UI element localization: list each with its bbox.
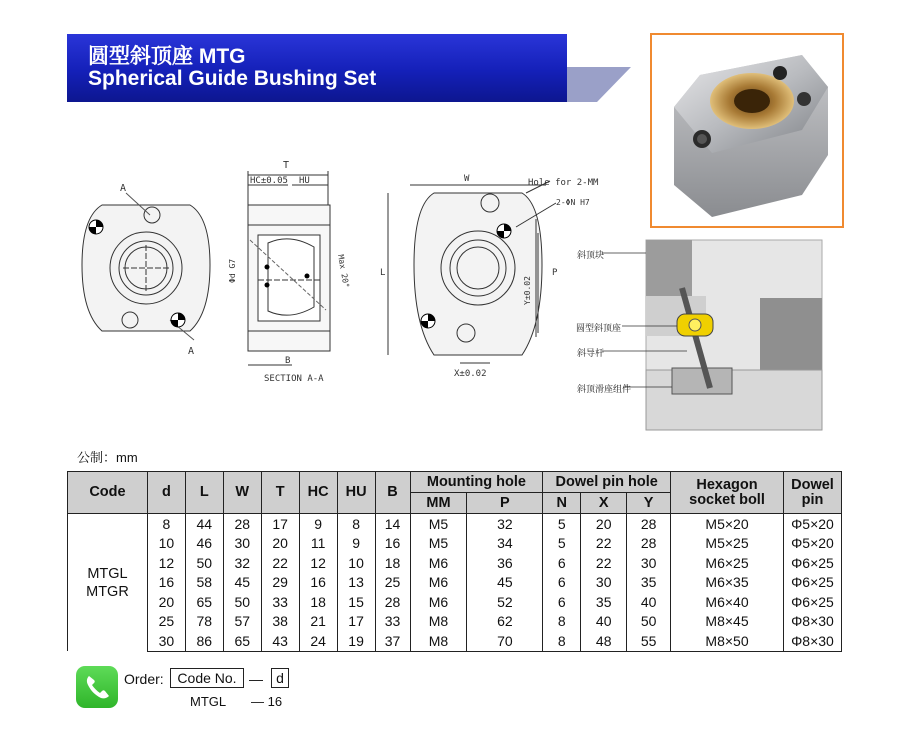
- order-dash: —: [249, 671, 263, 687]
- table-row: [68, 612, 842, 632]
- cell: 18: [375, 553, 410, 573]
- cell: 8: [337, 514, 375, 534]
- cell: Φ8×30: [783, 631, 841, 651]
- cell: 32: [467, 514, 543, 534]
- cell: 6: [543, 553, 581, 573]
- cell: 13: [337, 573, 375, 593]
- cell: M5: [410, 534, 467, 554]
- cell: M6: [410, 573, 467, 593]
- col-header-d: d: [147, 472, 185, 514]
- cell: 86: [185, 631, 223, 651]
- cell: 5: [543, 534, 581, 554]
- cell: M6×25: [671, 553, 784, 573]
- cell: 65: [185, 592, 223, 612]
- cell: 28: [375, 592, 410, 612]
- cell: M6×40: [671, 592, 784, 612]
- phone-icon[interactable]: [76, 666, 118, 708]
- cell: Φ6×25: [783, 592, 841, 612]
- cell: M6×35: [671, 573, 784, 593]
- cell: 45: [223, 573, 261, 593]
- cell: M8×45: [671, 612, 784, 632]
- col-header-n: N: [543, 493, 581, 514]
- cell: 40: [581, 612, 627, 632]
- dim-d: Φd G7: [228, 258, 237, 283]
- order-label: Order:: [124, 671, 164, 687]
- dim-b: B: [285, 356, 291, 366]
- cell: 21: [299, 612, 337, 632]
- cell: M5×20: [671, 514, 784, 534]
- col-header-y: Y: [627, 493, 671, 514]
- cell: M5×25: [671, 534, 784, 554]
- cell: 5: [543, 514, 581, 534]
- cell: 10: [337, 553, 375, 573]
- product-photo: [650, 33, 844, 228]
- cell: 57: [223, 612, 261, 632]
- cell: 33: [261, 592, 299, 612]
- cell: 65: [223, 631, 261, 651]
- cell: 16: [375, 534, 410, 554]
- title-english: Spherical Guide Bushing Set: [88, 67, 377, 90]
- cell: 44: [185, 514, 223, 534]
- cell: 46: [185, 534, 223, 554]
- col-header-p: P: [467, 493, 543, 514]
- cell: 28: [627, 534, 671, 554]
- section-label-a-top: A: [120, 183, 127, 194]
- cell: Φ6×25: [783, 553, 841, 573]
- cell: 62: [467, 612, 543, 632]
- table-row: [68, 514, 842, 534]
- cell: 48: [581, 631, 627, 651]
- dim-p: P: [552, 268, 558, 278]
- col-header-l: L: [185, 472, 223, 514]
- cell: M8×50: [671, 631, 784, 651]
- cell: 30: [581, 573, 627, 593]
- product-photo-render: [652, 35, 842, 226]
- table-row: [68, 573, 842, 593]
- cell: 12: [299, 553, 337, 573]
- cell: 16: [147, 573, 185, 593]
- cell: 20: [147, 592, 185, 612]
- cell: 14: [375, 514, 410, 534]
- order-code-box: Code No.: [170, 668, 244, 688]
- dowel-header-line2: pin: [801, 491, 824, 508]
- section-label-a-bottom: A: [188, 346, 195, 357]
- cell: 6: [543, 573, 581, 593]
- dowel-note: 2-ΦN H7: [556, 198, 590, 207]
- title-chinese: 圆型斜顶座 MTG: [88, 45, 246, 68]
- hole-note: Hole for 2-MM: [528, 178, 599, 188]
- cell: 78: [185, 612, 223, 632]
- dim-hc: HC±0.05: [250, 176, 288, 186]
- cell: 22: [581, 553, 627, 573]
- hex-header-line2: socket boll: [689, 491, 765, 508]
- dim-l: L: [380, 268, 386, 278]
- cell: 30: [627, 553, 671, 573]
- cell: 25: [375, 573, 410, 593]
- cell: 43: [261, 631, 299, 651]
- col-header-t: T: [261, 472, 299, 514]
- cell: 9: [299, 514, 337, 534]
- cell: 15: [337, 592, 375, 612]
- table-row: [68, 592, 842, 612]
- cell: 19: [337, 631, 375, 651]
- cell: 8: [543, 612, 581, 632]
- code-mtgl: MTGL: [87, 565, 128, 582]
- cell: 17: [337, 612, 375, 632]
- order-d-box: d: [271, 668, 289, 688]
- cell: 30: [223, 534, 261, 554]
- cell: M8: [410, 631, 467, 651]
- cell: 22: [261, 553, 299, 573]
- cell: 20: [581, 514, 627, 534]
- cell: Φ5×20: [783, 534, 841, 554]
- assembly-label-3: 斜导杆: [577, 348, 605, 358]
- cell: Φ6×25: [783, 573, 841, 593]
- cell: 33: [375, 612, 410, 632]
- dim-t: T: [283, 160, 290, 171]
- cell: 35: [581, 592, 627, 612]
- col-header-code: Code: [68, 472, 148, 514]
- cell: 30: [147, 631, 185, 651]
- cell: 52: [467, 592, 543, 612]
- col-header-hu: HU: [337, 472, 375, 514]
- cell: 38: [261, 612, 299, 632]
- cell: 58: [185, 573, 223, 593]
- unit-label: 公制：mm: [77, 450, 138, 465]
- cell: 17: [261, 514, 299, 534]
- assembly-label-4: 斜顶滑座组件: [577, 384, 632, 394]
- cell: M5: [410, 514, 467, 534]
- cell: 12: [147, 553, 185, 573]
- code-mtgr: MTGR: [86, 583, 129, 600]
- order-example-value: — 16: [251, 694, 283, 709]
- col-header-dowel-pin-hole: Dowel pin hole: [543, 472, 671, 493]
- section-label: SECTION A-A: [264, 374, 324, 384]
- col-header-x: X: [581, 493, 627, 514]
- code-cell: [68, 514, 148, 652]
- assembly-label-2: 圆型斜顶座: [576, 323, 622, 333]
- cell: 35: [627, 573, 671, 593]
- table-row: [68, 534, 842, 554]
- spec-table: [67, 471, 842, 652]
- cell: 8: [147, 514, 185, 534]
- table-row: [68, 631, 842, 651]
- cell: 16: [299, 573, 337, 593]
- order-example-code: MTGL: [190, 694, 227, 709]
- cell: 20: [261, 534, 299, 554]
- cell: 55: [627, 631, 671, 651]
- cell: M6: [410, 553, 467, 573]
- cell: 70: [467, 631, 543, 651]
- cell: M8: [410, 612, 467, 632]
- banner-tail: [567, 67, 631, 102]
- dim-y: Y±0.02: [523, 276, 532, 305]
- table-row: [68, 553, 842, 573]
- cell: 18: [299, 592, 337, 612]
- phone-handset-icon: [76, 666, 118, 708]
- col-header-hexagon-socket: [671, 472, 784, 514]
- cell: 8: [543, 631, 581, 651]
- cell: 50: [627, 612, 671, 632]
- col-header-b: B: [375, 472, 410, 514]
- cell: 28: [223, 514, 261, 534]
- hex-header-line1: Hexagon: [696, 476, 758, 493]
- technical-drawing: [70, 155, 645, 395]
- cell: Φ5×20: [783, 514, 841, 534]
- cell: Φ8×30: [783, 612, 841, 632]
- cell: 37: [375, 631, 410, 651]
- dim-x: X±0.02: [454, 369, 487, 379]
- cell: 24: [299, 631, 337, 651]
- cell: 22: [581, 534, 627, 554]
- cell: 36: [467, 553, 543, 573]
- cell: 45: [467, 573, 543, 593]
- col-header-mm: MM: [410, 493, 467, 514]
- dim-w: W: [464, 174, 470, 184]
- cell: 40: [627, 592, 671, 612]
- col-header-w: W: [223, 472, 261, 514]
- cell: M6: [410, 592, 467, 612]
- cell: 10: [147, 534, 185, 554]
- col-header-dowel-pin: [783, 472, 841, 514]
- cell: 34: [467, 534, 543, 554]
- cell: 9: [337, 534, 375, 554]
- assembly-illustration: [572, 238, 842, 434]
- cell: 11: [299, 534, 337, 554]
- cell: 25: [147, 612, 185, 632]
- dowel-header-line1: Dowel: [791, 476, 834, 493]
- col-header-mounting-hole: Mounting hole: [410, 472, 543, 493]
- dim-hu: HU: [299, 176, 310, 186]
- cell: 32: [223, 553, 261, 573]
- dim-max-angle: Max 20°: [336, 253, 351, 289]
- cell: 50: [185, 553, 223, 573]
- cell: 6: [543, 592, 581, 612]
- cell: 50: [223, 592, 261, 612]
- cell: 29: [261, 573, 299, 593]
- col-header-hc: HC: [299, 472, 337, 514]
- cell: 28: [627, 514, 671, 534]
- assembly-label-1: 斜顶块: [577, 250, 605, 260]
